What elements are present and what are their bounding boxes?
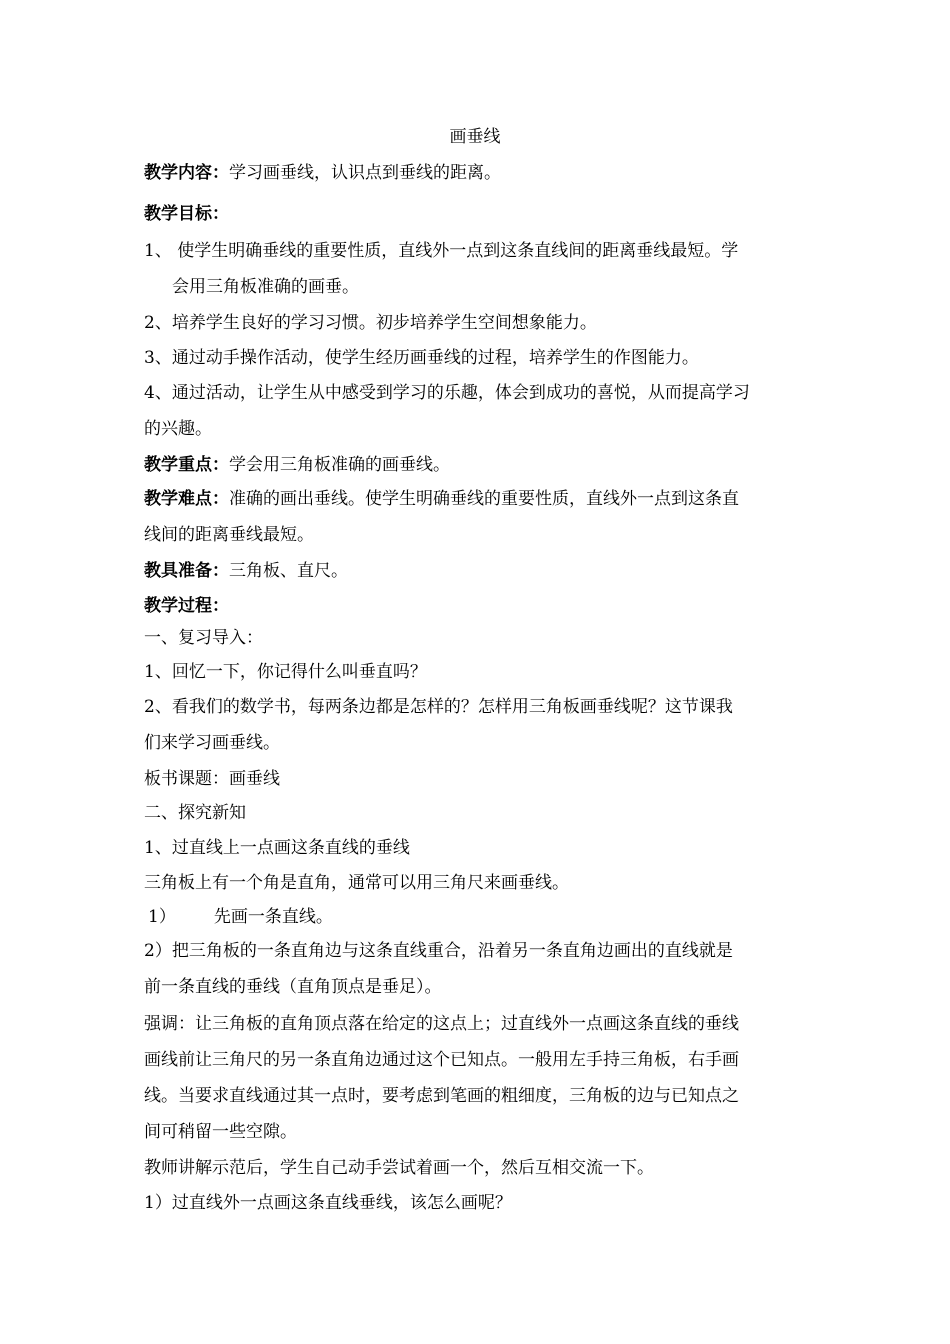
content-text: 学习画垂线，认识点到垂线的距离。 (229, 163, 501, 183)
difficulty-text-cont: 线间的距离垂线最短。 (144, 525, 314, 545)
step-1-row (148, 907, 333, 927)
goal-line: 2、培养学生良好的学习习惯。初步培养学生空间想象能力。 (144, 313, 597, 333)
process-line: 2、看我们的数学书，每两条边都是怎样的？怎样用三角板画垂线呢？这节课我 (144, 697, 733, 717)
difficulty-label: 教学难点： (144, 489, 229, 509)
process-line: 1、过直线上一点画这条直线的垂线 (144, 838, 410, 858)
content-label: 教学内容： (144, 163, 229, 183)
goal-line: 3、通过动手操作活动，使学生经历画垂线的过程，培养学生的作图能力。 (144, 348, 699, 368)
process-line: 强调：让三角板的直角顶点落在给定的这点上；过直线外一点画这条直线的垂线 (144, 1014, 739, 1034)
content-row (144, 163, 501, 183)
key-text: 学会用三角板准确的画垂线。 (229, 455, 450, 475)
goal-line: 4、通过活动，让学生从中感受到学习的乐趣，体会到成功的喜悦，从而提高学习 (144, 383, 750, 403)
tools-row (144, 561, 348, 581)
key-row (144, 455, 450, 475)
process-line: 教师讲解示范后，学生自己动手尝试着画一个，然后互相交流一下。 (144, 1158, 654, 1178)
key-label: 教学重点： (144, 455, 229, 475)
page-title: 画垂线 (449, 127, 501, 147)
difficulty-text: 准确的画出垂线。使学生明确垂线的重要性质，直线外一点到这条直 (229, 489, 739, 509)
process-label: 教学过程： (144, 596, 229, 616)
process-line: 1）过直线外一点画这条直线垂线，该怎么画呢？ (144, 1193, 512, 1213)
step-1-number: 1） (148, 907, 176, 927)
goal-line: 会用三角板准确的画垂。 (172, 277, 359, 297)
process-line: 2）把三角板的一条直角边与这条直线重合，沿着另一条直角边画出的直线就是 (144, 941, 733, 961)
process-line: 板书课题：画垂线 (144, 769, 280, 789)
process-line: 1、回忆一下，你记得什么叫垂直吗？ (144, 662, 427, 682)
process-line: 一、复习导入： (144, 628, 263, 648)
goal-line: 1、 使学生明确垂线的重要性质，直线外一点到这条直线间的距离垂线最短。学 (144, 241, 739, 261)
difficulty-row (144, 489, 739, 509)
process-line: 线。当要求直线通过其一点时，要考虑到笔画的粗细度，三角板的边与已知点之 (144, 1086, 739, 1106)
process-line: 们来学习画垂线。 (144, 733, 280, 753)
process-line: 间可稍留一些空隙。 (144, 1122, 297, 1142)
process-line: 二、探究新知 (144, 803, 246, 823)
goal-line: 的兴趣。 (144, 419, 212, 439)
step-1-text: 先画一条直线。 (213, 907, 333, 927)
process-line: 画线前让三角尺的另一条直角边通过这个已知点。一般用左手持三角板，右手画 (144, 1050, 739, 1070)
tools-label: 教具准备： (144, 561, 229, 581)
process-line: 三角板上有一个角是直角，通常可以用三角尺来画垂线。 (144, 873, 569, 893)
tools-text: 三角板、直尺。 (229, 561, 348, 581)
goals-label: 教学目标： (144, 204, 229, 224)
process-line: 前一条直线的垂线（直角顶点是垂足）。 (144, 977, 442, 997)
